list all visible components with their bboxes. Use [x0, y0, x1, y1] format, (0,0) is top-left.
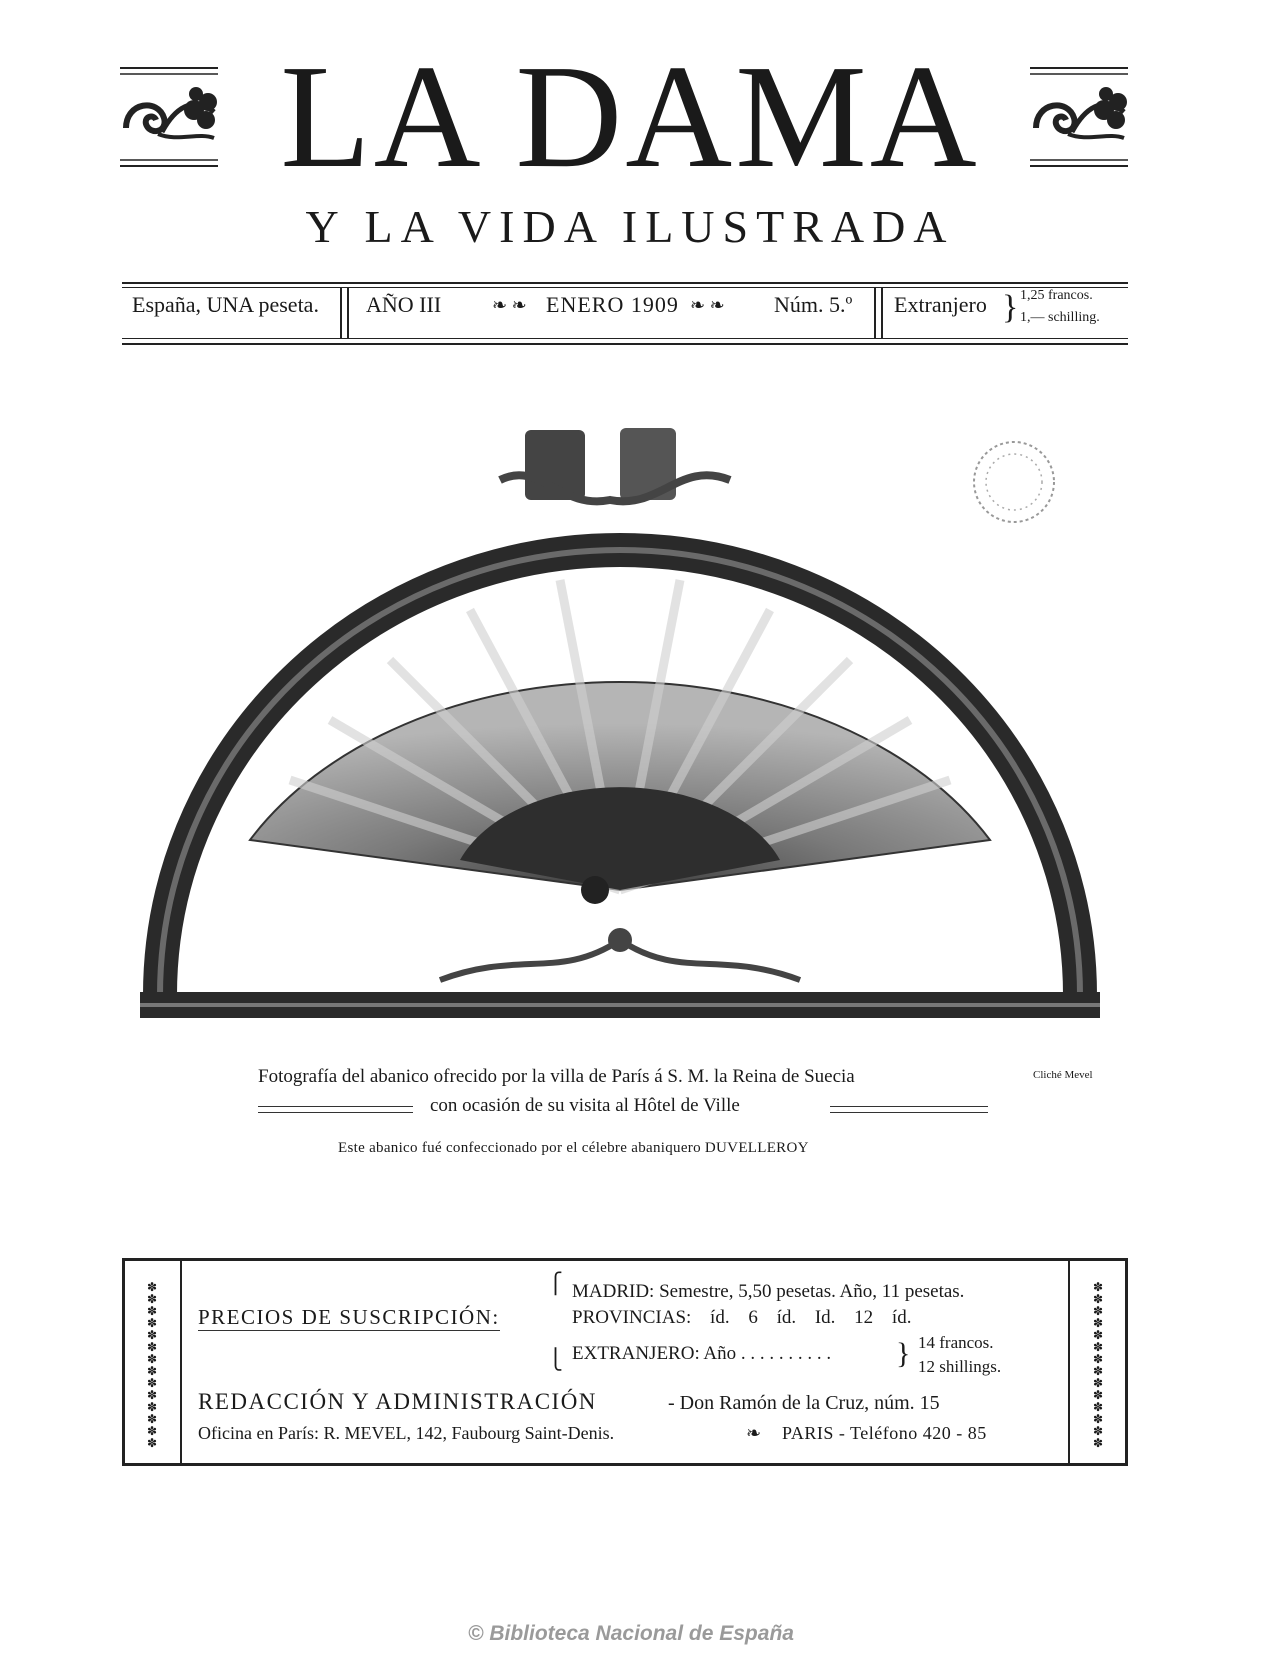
brace-bottom: ⎩: [548, 1349, 563, 1371]
framed-fan-photograph: [140, 420, 1100, 1040]
caption-line-1: Fotografía del abanico ofrecido por la villa de París á S. M. la Reina de Suecia: [258, 1066, 855, 1087]
crest-ornament: [500, 428, 730, 501]
paris-phone: PARIS - Teléfono 420 - 85: [782, 1423, 987, 1443]
subscription-heading: PRECIOS DE SUSCRIPCIÓN:: [198, 1305, 500, 1329]
subscription-content: [180, 1261, 1070, 1463]
foreign-brace: }: [1002, 289, 1019, 326]
price-extranjero: EXTRANJERO: Año . . . . . . . . . .: [572, 1343, 832, 1364]
copyright-footer: © Biblioteca Nacional de España: [468, 1622, 794, 1645]
subscription-box: [122, 1258, 1128, 1466]
caption-line-3: Este abanico fué confeccionado por el célebre abaniquero DUVELLEROY: [338, 1140, 809, 1156]
foreign-label: Extranjero: [894, 292, 987, 317]
foreign-price-schilling: 1,— schilling.: [1020, 310, 1100, 325]
price-extranjero-shillings: 12 shillings.: [918, 1357, 1002, 1376]
caption-rule-left: [258, 1106, 413, 1113]
issue-number: Núm. 5.º: [774, 292, 853, 317]
masthead: [0, 0, 1262, 260]
date-ornament-right: ❧ ❧: [690, 295, 725, 315]
price-spain: España, UNA peseta.: [132, 292, 319, 317]
right-floral-ornament: [1030, 62, 1240, 172]
magazine-title: LA DAMA: [280, 35, 980, 199]
caption-line-2: con ocasión de su visita al Hôtel de Ville: [430, 1095, 740, 1116]
paris-office: Oficina en París: R. MEVEL, 142, Faubourg Saint-Denis.: [198, 1423, 615, 1443]
issue-info-bar: [122, 282, 1128, 344]
library-stamp: [968, 436, 1060, 528]
extranjero-brace: }: [896, 1337, 911, 1370]
price-provincias: PROVINCIAS: íd. 6 íd. Id. 12 íd.: [572, 1307, 912, 1328]
foreign-price-francs: 1,25 francos.: [1020, 288, 1093, 303]
issue-date: ENERO 1909: [546, 292, 679, 317]
redaccion-address: - Don Ramón de la Cruz, núm. 15: [668, 1392, 940, 1414]
photo-credit: Cliché Mevel: [1033, 1069, 1093, 1081]
date-ornament-left: ❧ ❧: [492, 295, 527, 315]
price-madrid: MADRID: Semestre, 5,50 pesetas. Año, 11 pesetas.: [572, 1281, 965, 1302]
year: AÑO III: [366, 292, 442, 317]
magazine-subtitle: Y LA VIDA ILUSTRADA: [305, 201, 955, 252]
paris-office-ornament: ❧: [746, 1423, 762, 1443]
caption-rule-right: [830, 1106, 988, 1113]
brace-top: ⎧: [548, 1273, 563, 1295]
price-extranjero-francs: 14 francos.: [918, 1333, 994, 1352]
redaccion-label: REDACCIÓN Y ADMINISTRACIÓN: [198, 1389, 597, 1414]
right-ornament-column: ✽ ✽ ✽ ✽ ✽ ✽ ✽ ✽ ✽ ✽ ✽ ✽ ✽ ✽: [1092, 1280, 1104, 1450]
left-ornament-column: ✽ ✽ ✽ ✽ ✽ ✽ ✽ ✽ ✽ ✽ ✽ ✽ ✽ ✽: [146, 1280, 158, 1450]
